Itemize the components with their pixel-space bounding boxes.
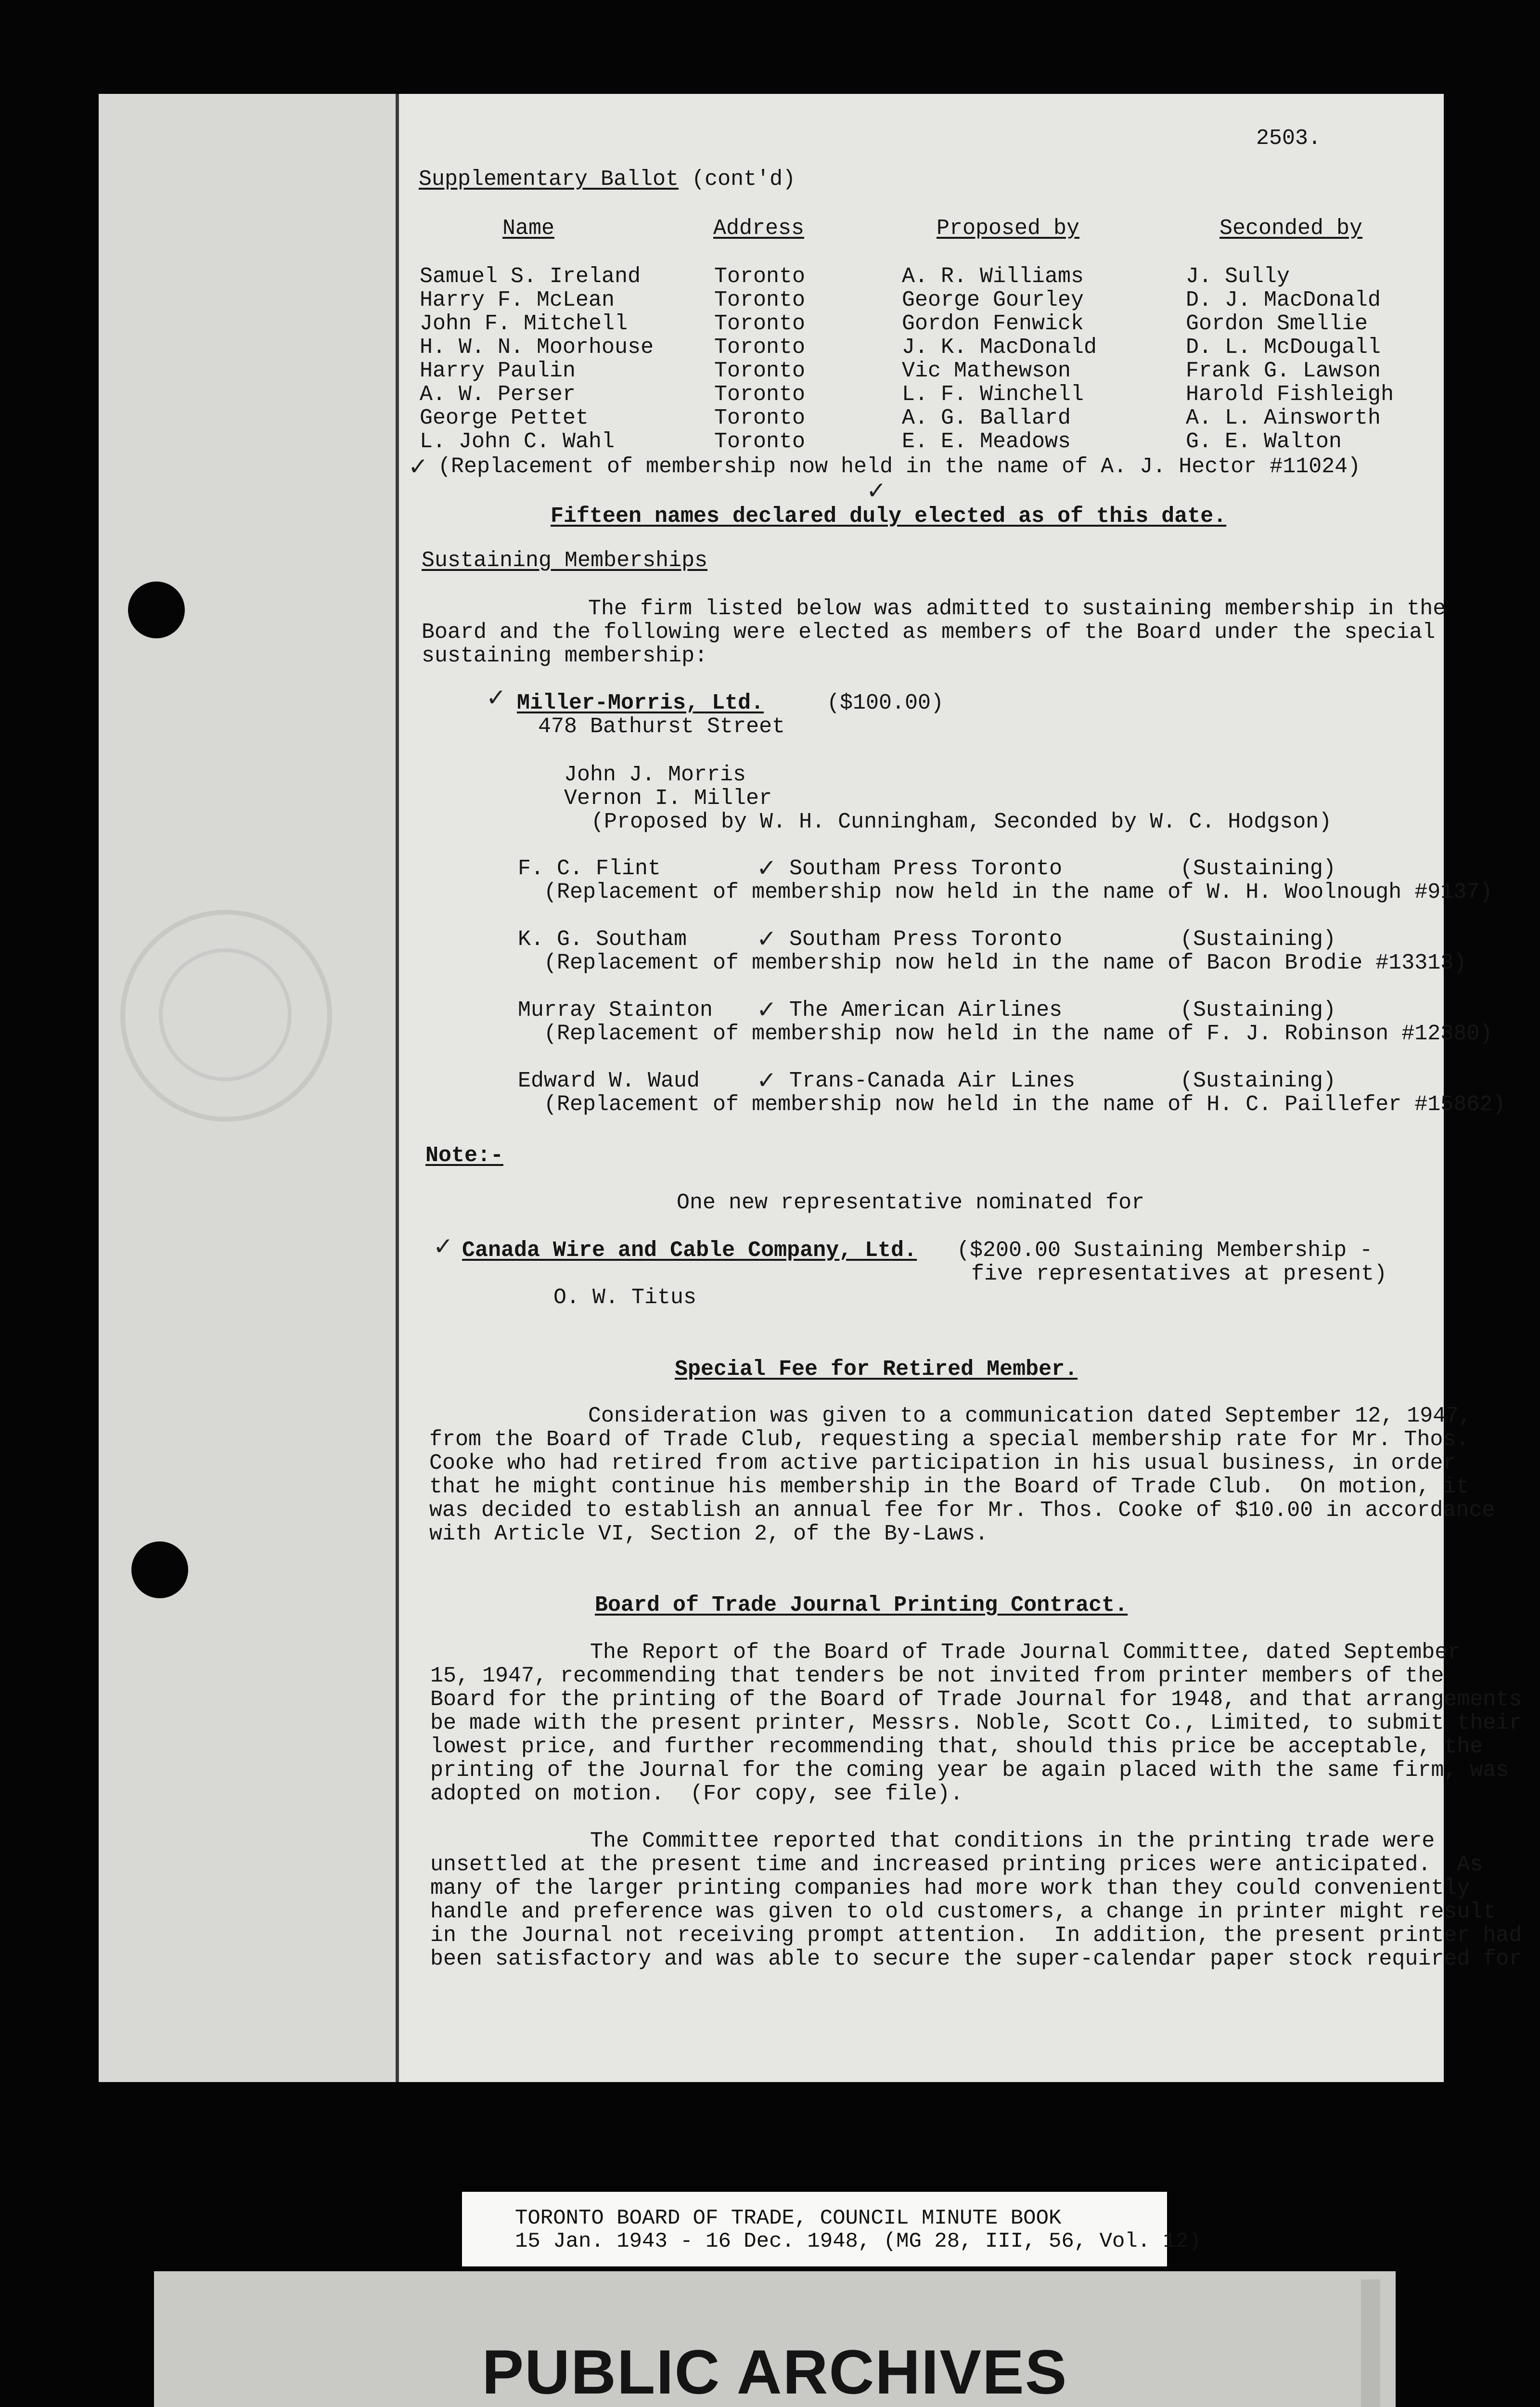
ballot-address: Toronto — [714, 264, 806, 289]
ballot-seconded: Frank G. Lawson — [1186, 359, 1381, 383]
check-mark-icon: ✓ — [866, 477, 886, 504]
sustaining-entry-type: (Sustaining) — [1180, 998, 1336, 1022]
ballot-seconded: Harold Fishleigh — [1186, 382, 1394, 407]
journal-para2-line: handle and preference was given to old customers, a change in printer might result — [430, 1900, 1496, 1924]
ballot-seconded: G. E. Walton — [1186, 429, 1342, 454]
firm-member: John J. Morris — [564, 763, 746, 787]
ballot-name: John F. Mitchell — [420, 311, 628, 336]
journal-para1-line: be made with the present printer, Messrs. Noble, Scott Co., Limited, to submit their — [430, 1711, 1522, 1735]
ballot-proposed: A. R. Williams — [902, 264, 1084, 289]
note-line: One new representative nominated for — [677, 1191, 1145, 1215]
firm-member: Vernon I. Miller — [564, 786, 772, 811]
special-fee-line: that he might continue his membership in the Board of Trade Club. On motion, it — [429, 1475, 1469, 1499]
col-name-header: Name — [502, 216, 555, 241]
ballot-seconded: Gordon Smellie — [1186, 311, 1368, 336]
sustaining-entry-name: Murray Stainton — [518, 998, 713, 1022]
ballot-proposed: Gordon Fenwick — [902, 311, 1084, 336]
ballot-name: L. John C. Wahl — [420, 429, 615, 454]
journal-para2-line: The Committee reported that conditions in the printing trade were — [590, 1829, 1435, 1853]
sustaining-entry-type: (Sustaining) — [1180, 927, 1336, 952]
check-mark-icon: ✓ — [757, 1067, 777, 1094]
special-fee-heading: Special Fee for Retired Member. — [675, 1357, 1078, 1382]
sustaining-entry-type: (Sustaining) — [1180, 1069, 1336, 1093]
note-label: Note:- — [425, 1143, 504, 1168]
check-mark-icon: ✓ — [757, 854, 777, 881]
ballot-address: Toronto — [714, 335, 806, 360]
sustaining-entry-company: Southam Press Toronto — [789, 856, 1063, 881]
ballot-address: Toronto — [714, 359, 806, 383]
journal-heading: Board of Trade Journal Printing Contract. — [595, 1593, 1128, 1618]
check-mark-icon: ✓ — [757, 996, 777, 1023]
col-seconded-header: Seconded by — [1219, 216, 1363, 241]
check-mark-icon: ✓ — [433, 1233, 453, 1260]
ballot-name: A. W. Perser — [420, 382, 576, 407]
punch-hole — [128, 582, 185, 638]
note-fee-line: ($200.00 Sustaining Membership - — [957, 1238, 1373, 1263]
col-proposed-header: Proposed by — [937, 216, 1080, 241]
proposed-line: (Proposed by W. H. Cunningham, Seconded by W. C. Hodgson) — [591, 810, 1332, 834]
sustaining-entry-name: Edward W. Waud — [518, 1069, 700, 1093]
journal-para2-line: in the Journal not receiving prompt attention. In addition, the present printer had — [430, 1923, 1522, 1948]
ballot-name: George Pettet — [420, 406, 589, 430]
ballot-address: Toronto — [714, 311, 806, 336]
ballot-seconded: J. Sully — [1186, 264, 1290, 289]
special-fee-line: Cooke who had retired from active participation in his usual business, in order — [429, 1451, 1456, 1475]
ballot-heading: Supplementary Ballot (cont'd) — [419, 167, 796, 192]
archives-line-english: PUBLIC ARCHIVES — [482, 2337, 1068, 2407]
ballot-proposed: George Gourley — [902, 288, 1084, 312]
firm-address: 478 Bathurst Street — [538, 714, 785, 739]
ballot-address: Toronto — [714, 406, 806, 430]
note-fee-line: five representatives at present) — [971, 1262, 1387, 1286]
ballot-seconded: D. L. McDougall — [1186, 335, 1381, 360]
firm-name: Miller-Morris, Ltd. — [517, 691, 764, 715]
ballot-address: Toronto — [714, 288, 806, 312]
ballot-name: H. W. N. Moorhouse — [420, 335, 654, 360]
ballot-name: Harry F. McLean — [420, 288, 615, 312]
special-fee-line: was decided to establish an annual fee for Mr. Thos. Cooke of $10.00 in accordance — [429, 1498, 1495, 1523]
sustaining-entry-name: F. C. Flint — [518, 856, 661, 881]
journal-para1-line: 15, 1947, recommending that tenders be not invited from printer members of the — [430, 1664, 1444, 1688]
journal-para1-line: printing of the Journal for the coming year be again placed with the same firm, was — [430, 1758, 1509, 1783]
microfilm-label — [462, 2192, 1201, 2266]
special-fee-line: with Article VI, Section 2, of the By-Laws. — [429, 1522, 988, 1546]
ballot-name: Samuel S. Ireland — [420, 264, 641, 289]
sustaining-heading: Sustaining Memberships — [422, 548, 708, 573]
ballot-address: Toronto — [714, 382, 806, 407]
ballot-name: Harry Paulin — [420, 359, 576, 383]
label-line: TORONTO BOARD OF TRADE, COUNCIL MINUTE BOOK — [515, 2206, 1062, 2230]
special-fee-line: from the Board of Trade Club, requesting a special membership rate for Mr. Thos. — [429, 1427, 1469, 1452]
ballot-proposed: L. F. Winchell — [902, 382, 1084, 407]
firm-fee: ($100.00) — [827, 691, 944, 715]
sustaining-entry-replacement: (Replacement of membership now held in the name of W. H. Woolnough #9137) — [544, 880, 1493, 905]
ballot-seconded: D. J. MacDonald — [1186, 288, 1381, 312]
sustaining-intro-line: sustaining membership: — [422, 644, 708, 668]
sustaining-entry-replacement: (Replacement of membership now held in the name of H. C. Paillefer #15862) — [544, 1092, 1506, 1117]
binding-rule — [396, 94, 399, 2082]
journal-para1-line: The Report of the Board of Trade Journal Committee, dated September — [590, 1640, 1461, 1665]
check-mark-icon: ✓ — [486, 684, 506, 711]
ballot-address: Toronto — [714, 429, 806, 454]
special-fee-line: Consideration was given to a communication dated September 12, 1947, — [588, 1404, 1472, 1428]
sustaining-intro-line: Board and the following were elected as members of the Board under the special — [422, 620, 1436, 645]
replacement-note: (Replacement of membership now held in the name of A. J. Hector #11024) — [438, 454, 1361, 479]
ballot-seconded: A. L. Ainsworth — [1186, 406, 1381, 430]
sustaining-entry-replacement: (Replacement of membership now held in the name of Bacon Brodie #13313) — [544, 951, 1467, 975]
ballot-proposed: A. G. Ballard — [902, 406, 1071, 430]
punch-hole — [131, 1541, 188, 1598]
sustaining-entry-type: (Sustaining) — [1180, 856, 1336, 881]
journal-para2-line: many of the larger printing companies had more work than they could conveniently — [430, 1876, 1470, 1901]
elected-statement: Fifteen names declared duly elected as of this date. — [551, 504, 1227, 529]
sustaining-entry-company: The American Airlines — [789, 998, 1063, 1022]
faded-stamp — [120, 910, 332, 1122]
sustaining-intro-line: The firm listed below was admitted to sustaining membership in the — [588, 596, 1446, 621]
journal-para1-line: Board for the printing of the Board of Trade Journal for 1948, and that arrangements — [430, 1687, 1522, 1712]
label-line: 15 Jan. 1943 - 16 Dec. 1948, (MG 28, III, 56, Vol. 12) — [515, 2229, 1201, 2253]
journal-para1-line: lowest price, and further recommending that, should this price be acceptable, the — [430, 1734, 1483, 1759]
col-address-header: Address — [713, 216, 805, 241]
journal-para1-line: adopted on motion. (For copy, see file). — [430, 1782, 963, 1806]
journal-para2-line: been satisfactory and was able to secure the super-calendar paper stock required for — [430, 1947, 1522, 1971]
sustaining-entry-company: Southam Press Toronto — [789, 927, 1063, 952]
sustaining-entry-replacement: (Replacement of membership now held in the name of F. J. Robinson #12380) — [544, 1022, 1493, 1046]
check-mark-icon: ✓ — [757, 925, 777, 952]
ballot-proposed: Vic Mathewson — [902, 359, 1071, 383]
ballot-proposed: J. K. MacDonald — [902, 335, 1097, 360]
page-number: 2503. — [1256, 126, 1322, 151]
sustaining-entry-name: K. G. Southam — [518, 927, 687, 952]
note-representative: O. W. Titus — [553, 1285, 697, 1310]
ballot-proposed: E. E. Meadows — [902, 429, 1071, 454]
sustaining-entry-company: Trans-Canada Air Lines — [789, 1069, 1076, 1093]
note-company: Canada Wire and Cable Company, Ltd. — [462, 1238, 917, 1263]
journal-para2-line: unsettled at the present time and increased printing prices were anticipated. As — [430, 1852, 1483, 1877]
check-mark-icon: ✓ — [408, 453, 428, 480]
